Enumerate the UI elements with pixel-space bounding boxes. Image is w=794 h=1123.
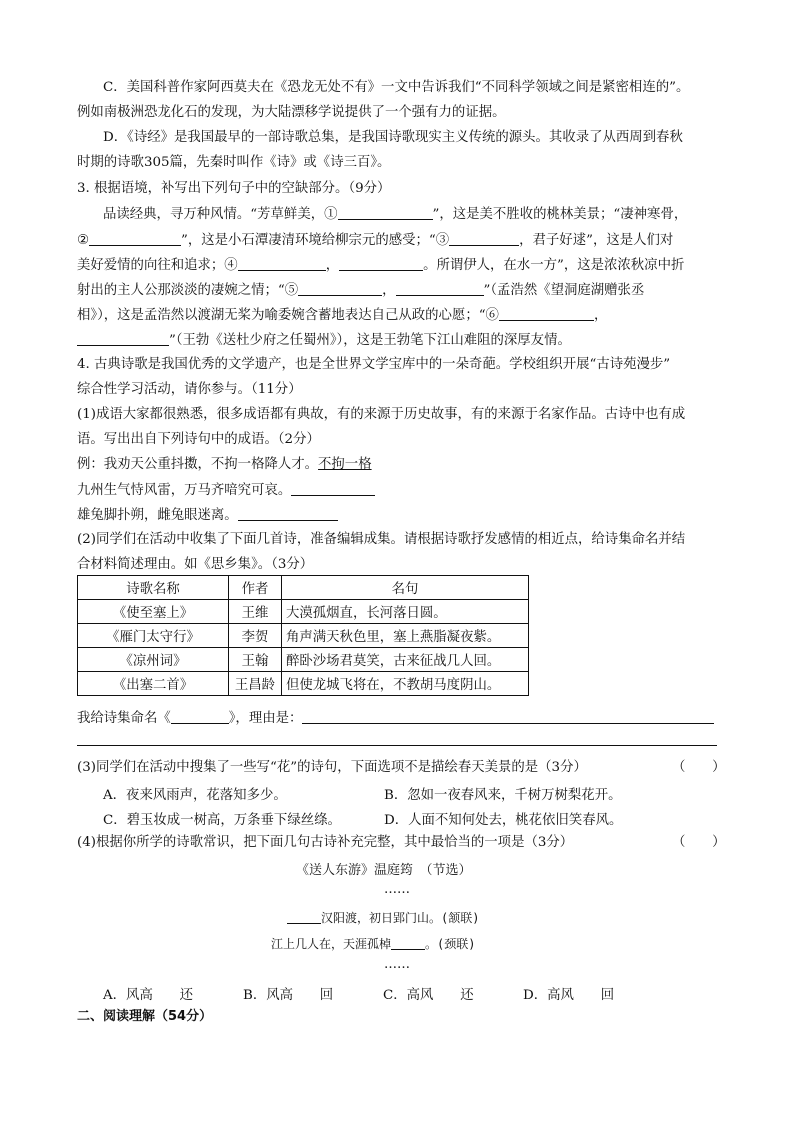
q4-part3: (3)同学们在活动中搜集了一些写“花”的诗句，下面选项不是描绘春天美景的是（3分） [77,760,587,775]
header-line: 名句 [282,576,529,600]
blank-3[interactable] [449,231,519,246]
q3-line4: 射出的主人公那淡淡的凄婉之情；“⑤ ， ”（孟浩然《望洞庭湖赠张丞 [77,283,645,298]
poem-line-1: 汉阳渡，初日郢门山。(颔联) [287,909,479,926]
p3-option-c[interactable]: C．碧玉妆成一树高，万条垂下绿丝绦。 [103,813,341,828]
poem-table [77,575,529,696]
blank-5b[interactable] [396,281,484,296]
q4-example: 例：我劝天公重抖擞，不拘一格降人才。不拘一格 [77,457,372,472]
header-author: 作者 [229,576,282,600]
poem-title: 《送人东游》温庭筠 （节选） [296,863,472,878]
table-row: 《使至塞上》 王维 大漠孤烟直，长河落日圆。 [78,600,529,624]
q4-part1-line2: 语。写出出自下列诗句中的成语。（2分） [77,432,320,447]
item-c-line2: 例如南极洲恐龙化石的发现，为大陆漂移学说提供了一个强有力的证据。 [77,105,506,120]
q4-part2-line1: (2)同学们在活动中收集了下面几首诗，准备编辑成集。请根据诗歌抒发感情的相近点，给诗集命名并结 [77,532,686,547]
table-row: 《凉州词》 王翰 醉卧沙场君莫笑，古来征战几人回。 [78,648,529,672]
poem-blank-1[interactable] [287,909,321,924]
reason-blank[interactable] [302,709,714,724]
collection-name-blank[interactable] [171,709,229,724]
p3-option-a[interactable]: A．夜来风雨声，花落知多少。 [103,788,287,803]
item-d-line2: 时期的诗歌305篇，先秦时叫作《诗》或《诗三百》。 [77,155,391,170]
q3-line2: ② ”，这是小石潭凄清环境给柳宗元的感受；“③ ，君子好逑”，这是人们对 [77,233,674,248]
item-d-line1: D．《诗经》是我国最早的一部诗歌总集，是我国诗歌现实主义传统的源头。其收录了从西周到春秋 [103,130,683,145]
p4-option-a[interactable]: A．风高 还 [103,988,194,1003]
question-4-title-line1: 4. 古典诗歌是我国优秀的文学遗产，也是全世界文学宝库中的一朵奇葩。学校组织开展“古诗苑漫步” [77,357,671,372]
ellipsis-bottom: …… [384,957,410,972]
example-answer: 不拘一格 [318,457,372,472]
q4-line-a: 九州生气恃风雷，万马齐喑究可哀。 [77,481,375,500]
q3-line1: 品读经典，寻万种风情。“芳草鲜美，① ”，这是美不胜收的桃林美景；“凄神寒骨， [103,207,688,222]
p4-option-c[interactable]: C．高风 还 [383,988,474,1003]
question-4-title-line2: 综合性学习活动，请你参与。（11分） [77,382,302,397]
p3-option-d[interactable]: D．人面不知何处去，桃花依旧笑春风。 [384,813,623,828]
idiom-blank-b[interactable] [238,506,338,521]
header-poem-name: 诗歌名称 [78,576,229,600]
q4-part2-line2: 合材料简述理由。如《思乡集》。（3分） [77,557,314,572]
blank-2[interactable] [89,231,181,246]
blank-4a[interactable] [238,256,326,271]
reason-blank-line2[interactable] [77,745,717,746]
q3-line3: 美好爱情的向往和追求；④ ， 。所谓伊人，在水一方”，这是浓浓秋凉中折 [77,258,685,273]
answer-paren-3[interactable]: （ ） [672,760,726,775]
item-c-line1: C．美国科普作家阿西莫夫在《恐龙无处不有》一文中告诉我们“不同科学领域之间是紧密相连的”。 [103,80,690,95]
poem-blank-2[interactable] [391,935,425,950]
p4-option-d[interactable]: D．高风 回 [523,988,615,1003]
table-row: 《雁门太守行》 李贺 角声满天秋色里，塞上燕脂凝夜紫。 [78,624,529,648]
q4-part1-line1: (1)成语大家都很熟悉，很多成语都有典故，有的来源于历史故事，有的来源于名家作品。古诗中也有成 [77,407,686,422]
section-2-heading: 二、阅读理解（54分） [77,1009,213,1024]
p3-option-b[interactable]: B．忽如一夜春风来，千树万树梨花开。 [384,788,622,803]
q4-line-b: 雄兔脚扑朔，雌兔眼迷离。 [77,506,338,525]
table-header-row [78,576,529,600]
answer-paren-4[interactable]: （ ） [672,835,726,850]
poem-line-2: 江上几人在，天涯孤棹 。(颈联) [271,937,476,951]
blank-4b[interactable] [339,256,423,271]
blank-5a[interactable] [298,281,382,296]
p4-option-b[interactable]: B．风高 回 [243,988,334,1003]
q4-part4: (4)根据你所学的诗歌常识，把下面几句古诗补充完整，其中最恰当的一项是（3分） [77,835,574,850]
question-3-title: 3. 根据语境，补写出下列句子中的空缺部分。（9分） [77,181,391,196]
ellipsis-top: …… [384,882,410,897]
collection-name-line: 我给诗集命名《 》，理由是： [77,709,714,728]
q3-line6: ”（王勃《送杜少府之任蜀州》），这是王勃笔下江山难阻的深厚友情。 [77,331,571,350]
blank-1[interactable] [338,205,433,220]
blank-6a[interactable] [499,306,594,321]
blank-6b[interactable] [77,331,169,346]
idiom-blank-a[interactable] [291,481,375,496]
q3-line5: 相》），这是孟浩然以渡湖无桨为喻委婉含蓄地表达自己从政的心愿；“⑥ ， [77,308,608,323]
table-row: 《出塞二首》 王昌龄 但使龙城飞将在，不教胡马度阴山。 [78,672,529,696]
